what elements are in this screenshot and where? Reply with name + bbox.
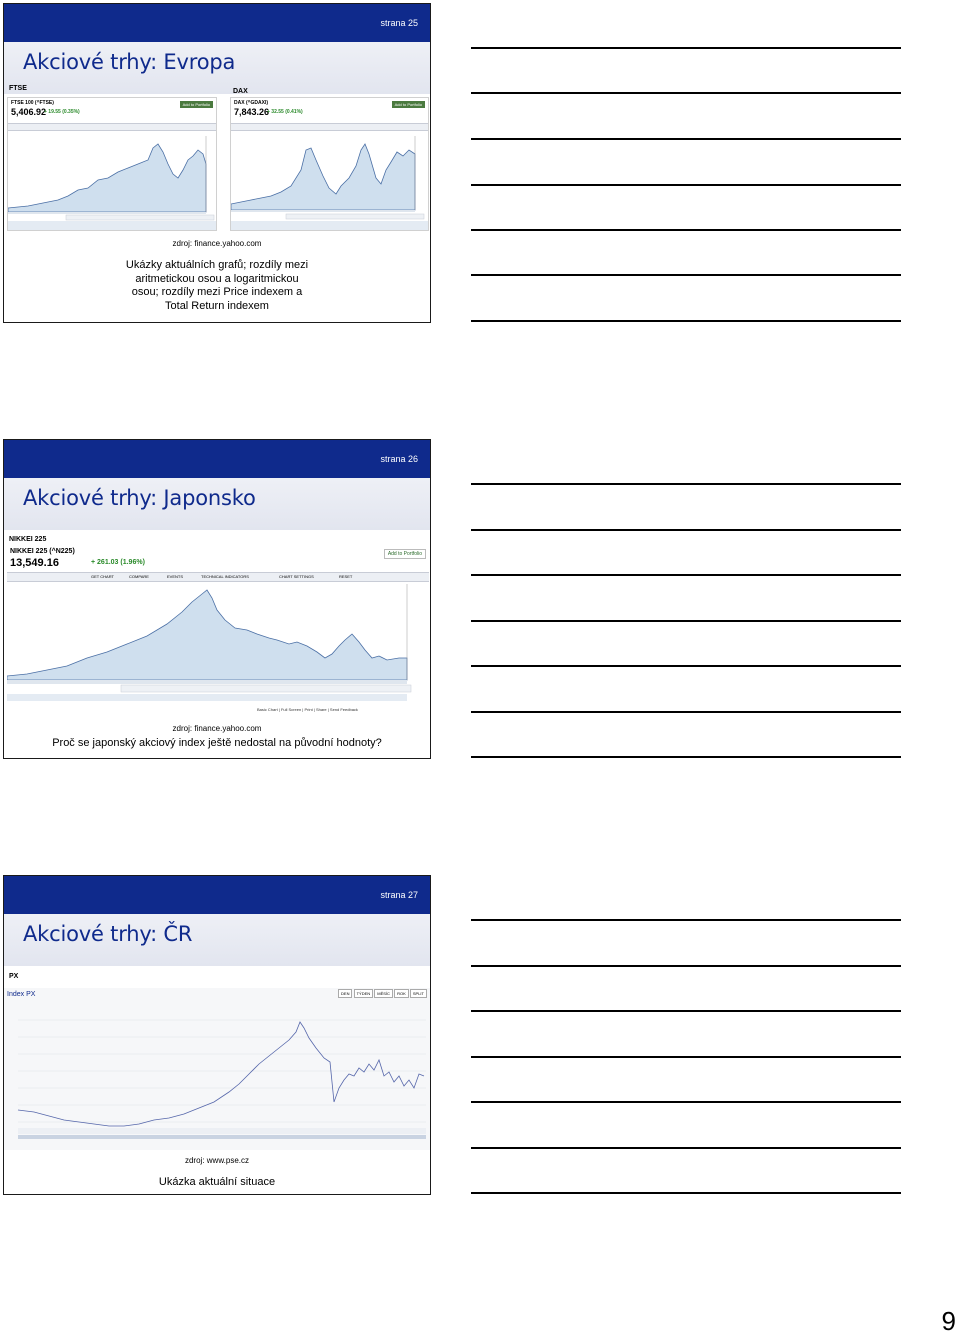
add-to-portfolio-button[interactable]: Add to Portfolio <box>392 101 425 108</box>
image-source: zdroj: finance.yahoo.com <box>172 239 262 248</box>
px-label: PX <box>9 973 19 980</box>
note-line <box>471 919 901 921</box>
dax-label: DAX <box>233 88 248 95</box>
px-price-line <box>18 1022 424 1126</box>
ftse-area <box>8 144 206 212</box>
nikkei-change: + 261.03 (1.96%) <box>91 559 145 566</box>
note-line <box>471 1147 901 1149</box>
toolbar-item-compare[interactable]: COMPARE <box>129 574 149 579</box>
note-line <box>471 1101 901 1103</box>
note-line <box>471 965 901 967</box>
slide-number: strana 27 <box>380 890 418 900</box>
tab-split[interactable]: SPLIT <box>410 989 427 998</box>
slide-number: strana 26 <box>380 454 418 464</box>
px-tabs <box>338 991 427 996</box>
nikkei-label: NIKKEI 225 <box>9 536 47 543</box>
toolbar-item-technical-indicators[interactable]: TECHNICAL INDICATORS <box>201 574 249 579</box>
slide-caption <box>4 259 430 313</box>
caption-line: Total Return indexem <box>165 299 269 312</box>
ftse-chart-screenshot <box>7 97 217 231</box>
note-line <box>471 1056 901 1058</box>
ftse-name: FTSE 100 (^FTSE) <box>11 100 54 106</box>
tab-week[interactable]: TÝDEN <box>354 989 374 998</box>
note-line <box>471 1010 901 1012</box>
px-chart-title: Index PX <box>7 991 36 998</box>
dax-chart-screenshot <box>230 97 429 231</box>
ftse-label: FTSE <box>9 85 27 92</box>
slide-number: strana 25 <box>380 18 418 28</box>
slide-header-bar <box>4 4 430 42</box>
page-number: 9 <box>941 1306 956 1336</box>
note-line <box>471 756 901 758</box>
slide-25 <box>3 3 431 323</box>
chart-toolbar <box>7 572 429 582</box>
ftse-price-chart <box>8 130 216 230</box>
note-line <box>471 274 901 276</box>
ftse-change: + 19.55 (0.35%) <box>44 109 80 115</box>
toolbar-item-events[interactable]: EVENTS <box>167 574 184 579</box>
note-line <box>471 92 901 94</box>
add-to-portfolio-button[interactable]: Add to Portfolio <box>180 101 213 108</box>
caption-line: aritmetickou osou a logaritmickou <box>135 272 299 285</box>
nikkei-chart-screenshot <box>7 546 429 714</box>
dax-name: DAX (^GDAXI) <box>234 100 269 106</box>
tab-day[interactable]: DEN <box>338 989 352 998</box>
ftse-price: 5,406.92 <box>11 107 47 117</box>
note-line <box>471 711 901 713</box>
footer-link-send-feedback[interactable]: Send Feedback <box>329 707 358 712</box>
toolbar-item-reset[interactable]: RESET <box>339 574 353 579</box>
px-price-chart <box>4 1002 430 1150</box>
nikkei-price: 13,549.16 <box>10 557 59 569</box>
caption-line: Ukázky aktuálních grafů; rozdíly mezi <box>125 259 309 271</box>
footer-link-basic-chart[interactable]: Basic Chart <box>257 707 278 712</box>
slide-caption: Ukázka aktuální situace <box>158 1176 276 1188</box>
dax-area <box>231 144 415 210</box>
dax-price: 7,843.26 <box>234 107 270 117</box>
image-source: zdroj: www.pse.cz <box>184 1156 250 1165</box>
footer-link-share[interactable]: Share <box>315 707 327 712</box>
tab-month[interactable]: MĚSÍC <box>374 989 393 998</box>
footer-link-full-screen[interactable]: Full Screen <box>280 707 302 712</box>
nikkei-price-chart <box>7 584 429 714</box>
note-line <box>471 229 901 231</box>
note-line <box>471 320 901 322</box>
px-chart-screenshot <box>4 988 430 1150</box>
toolbar-item-chart-settings[interactable]: CHART SETTINGS <box>279 574 314 579</box>
note-line <box>471 574 901 576</box>
note-line <box>471 665 901 667</box>
nikkei-area <box>7 590 407 680</box>
note-line <box>471 138 901 140</box>
slide-header-bar <box>4 440 430 478</box>
slide-caption: Proč se japonský akciový index ještě nedostal na původní hodnoty? <box>52 737 382 749</box>
add-to-portfolio-button[interactable]: Add to Portfolio <box>384 549 426 559</box>
tab-year[interactable]: ROK <box>394 989 409 998</box>
slide-title: Akciové trhy: Evropa <box>23 50 236 74</box>
footer-link-print[interactable]: Print <box>304 707 313 712</box>
note-line <box>471 47 901 49</box>
slide-title: Akciové trhy: ČR <box>23 922 193 946</box>
note-line <box>471 483 901 485</box>
toolbar-item-get-chart[interactable]: GET CHART <box>91 574 114 579</box>
slide-26 <box>3 439 431 759</box>
note-line <box>471 184 901 186</box>
note-line <box>471 620 901 622</box>
dax-change: + 32.55 (0.41%) <box>267 109 303 115</box>
slide-27 <box>3 875 431 1195</box>
note-line <box>471 529 901 531</box>
dax-price-chart <box>231 130 428 230</box>
note-line <box>471 1192 901 1194</box>
slide-header-bar <box>4 876 430 914</box>
image-source: zdroj: finance.yahoo.com <box>172 724 262 733</box>
slide-title: Akciové trhy: Japonsko <box>23 486 256 510</box>
caption-line: osou; rozdíly mezi Price indexem a <box>131 286 303 298</box>
chart-footer-links: Basic Chart | Full Screen | Print | Share | Send Feedback <box>257 707 358 712</box>
nikkei-name: NIKKEI 225 (^N225) <box>10 548 75 555</box>
